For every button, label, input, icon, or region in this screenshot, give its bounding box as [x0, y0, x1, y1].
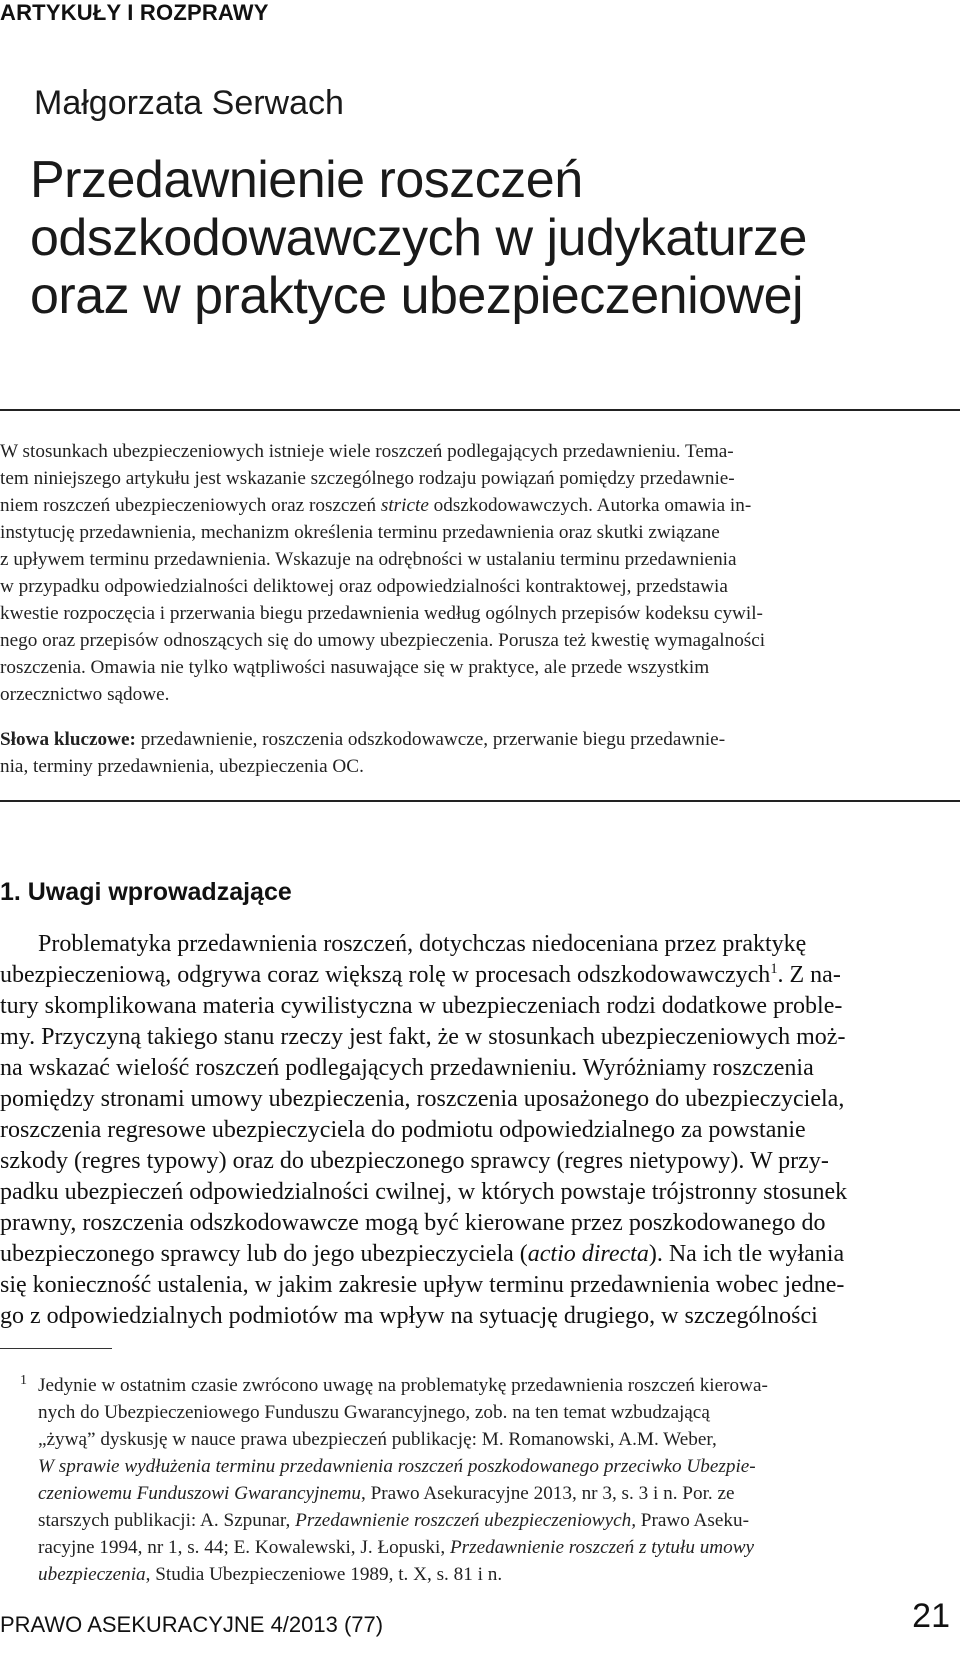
article-author: Małgorzata Serwach — [34, 84, 344, 122]
abstract-line: niem roszczeń ubezpieczeniowych oraz roszczeń stricte odszkodowawczych. Autorka omawia in- — [0, 495, 752, 516]
section-label: ARTYKUŁY I ROZPRAWY — [0, 0, 269, 25]
article-title-line: odszkodowawczych w judykaturze — [30, 209, 807, 267]
body-line: my. Przyczyną takiego stanu rzeczy jest fakt, że w stosunkach ubezpieczeniowych moż- — [0, 1024, 846, 1050]
footnote-line: W sprawie wydłużenia terminu przedawnienia roszczeń poszkodowanego przeciwko Ubezpie- — [38, 1456, 756, 1477]
body-line: tury skomplikowana materia cywilistyczna w ubezpieczeniach rodzi dodatkowe proble- — [0, 993, 843, 1019]
abstract-line: nego oraz przepisów odnoszących się do umowy ubezpieczenia. Porusza też kwestię wymagalności — [0, 630, 766, 651]
body-line: go z odpowiedzialnych podmiotów ma wpływ na sytuację drugiego, w szczególności — [0, 1303, 818, 1329]
keywords-line: nia, terminy przedawnienia, ubezpieczenia OC. — [0, 756, 364, 777]
footnote-line: starszych publikacji: A. Szpunar, Przedawnienie roszczeń ubezpieczeniowych, Prawo Aseku- — [38, 1510, 749, 1531]
body-line: roszczenia regresowe ubezpieczyciela do podmiotu odpowiedzialnego za powstanie — [0, 1117, 806, 1143]
footnote-line: „żywą” dyskusję w nauce prawa ubezpieczeń publikację: M. Romanowski, A.M. Weber, — [38, 1429, 717, 1450]
body-line: ubezpieczonego sprawcy lub do jego ubezpieczyciela (actio directa). Na ich tle wyłania — [0, 1241, 845, 1267]
abstract-line: W stosunkach ubezpieczeniowych istnieje wiele roszczeń podlegających przedawnieniu. Tema- — [0, 441, 734, 462]
body-line: się konieczność ustalenia, w jakim zakresie upływ terminu przedawnienia wobec jedne- — [0, 1272, 845, 1298]
footnote-line: Jedynie w ostatnim czasie zwrócono uwagę na problematykę przedawnienia roszczeń kierowa- — [38, 1375, 768, 1396]
journal-footer: PRAWO ASEKURACYJNE 4/2013 (77) — [0, 1612, 384, 1637]
keywords-line: Słowa kluczowe: przedawnienie, roszczenia odszkodowawcze, przerwanie biegu przedawnie- — [0, 729, 726, 750]
article-title-line: Przedawnienie roszczeń — [30, 151, 583, 209]
body-italic-term: actio directa — [527, 1241, 649, 1267]
footnote-line: czeniowemu Funduszowi Gwarancyjnemu, Prawo Asekuracyjne 2013, nr 3, s. 3 i n. Por. ze — [38, 1483, 735, 1504]
body-line: szkody (regres typowy) oraz do ubezpieczonego sprawcy (regres nietypowy). W przy- — [0, 1148, 829, 1174]
page-number: 21 — [912, 1597, 950, 1635]
abstract-line: orzecznictwo sądowe. — [0, 684, 170, 705]
body-line: na wskazać wielość roszczeń podlegających przedawnieniu. Wyróżniamy roszczenia — [0, 1055, 814, 1081]
body-line: ubezpieczeniową, odgrywa coraz większą rolę w procesach odszkodowawczych$^1$. Z na- — [0, 961, 841, 988]
abstract-line: roszczenia. Omawia nie tylko wątpliwości nasuwające się w praktyce, ale przede wszystkim — [0, 657, 710, 678]
article-title-line: oraz w praktyce ubezpieczeniowej — [30, 267, 804, 325]
footnote-rule — [0, 1348, 112, 1349]
body-line: prawny, roszczenia odszkodowawcze mogą być kierowane przez poszkodowanego do — [0, 1210, 826, 1236]
footnote-line: nych do Ubezpieczeniowego Funduszu Gwarancyjnego, zob. na ten temat wzbudzającą — [38, 1402, 710, 1423]
abstract-top-rule — [0, 409, 960, 411]
section-heading: 1. Uwagi wprowadzające — [0, 878, 292, 906]
footnote-number: 1 — [20, 1373, 27, 1388]
abstract-italic-term: stricte — [380, 495, 429, 516]
footnote-line: racyjne 1994, nr 1, s. 44; E. Kowalewski, J. Łopuski, Przedawnienie roszczeń z tytułu umowy — [38, 1537, 755, 1558]
keywords-label: Słowa kluczowe: — [0, 729, 136, 750]
abstract-line: instytucję przedawnienia, mechanizm określenia terminu przedawnienia oraz skutki związane — [0, 522, 720, 543]
abstract-line: w przypadku odpowiedzialności deliktowej oraz odpowiedzialności kontraktowej, przedstawia — [0, 576, 728, 597]
footnote-reference: 1 — [770, 961, 778, 977]
abstract-line: z upływem terminu przedawnienia. Wskazuje na odrębności w ustalaniu terminu przedawnienia — [0, 549, 737, 570]
footnote-line: ubezpieczenia, Studia Ubezpieczeniowe 1989, t. X, s. 81 i n. — [38, 1564, 503, 1585]
abstract-line: kwestie rozpoczęcia i przerwania biegu przedawnienia według ogólnych przepisów kodeksu cywil- — [0, 603, 763, 624]
body-line: pomiędzy stronami umowy ubezpieczenia, roszczenia uposażonego do ubezpieczyciela, — [0, 1086, 845, 1112]
abstract-bottom-rule — [0, 800, 960, 802]
abstract-line: tem niniejszego artykułu jest wskazanie szczególnego rodzaju powiązań pomiędzy przedawnie- — [0, 468, 735, 489]
body-line: padku ubezpieczeń odpowiedzialności cwilnej, w których powstaje trójstronny stosunek — [0, 1179, 848, 1205]
body-line: Problematyka przedawnienia roszczeń, dotychczas niedoceniana przez praktykę — [38, 931, 807, 957]
